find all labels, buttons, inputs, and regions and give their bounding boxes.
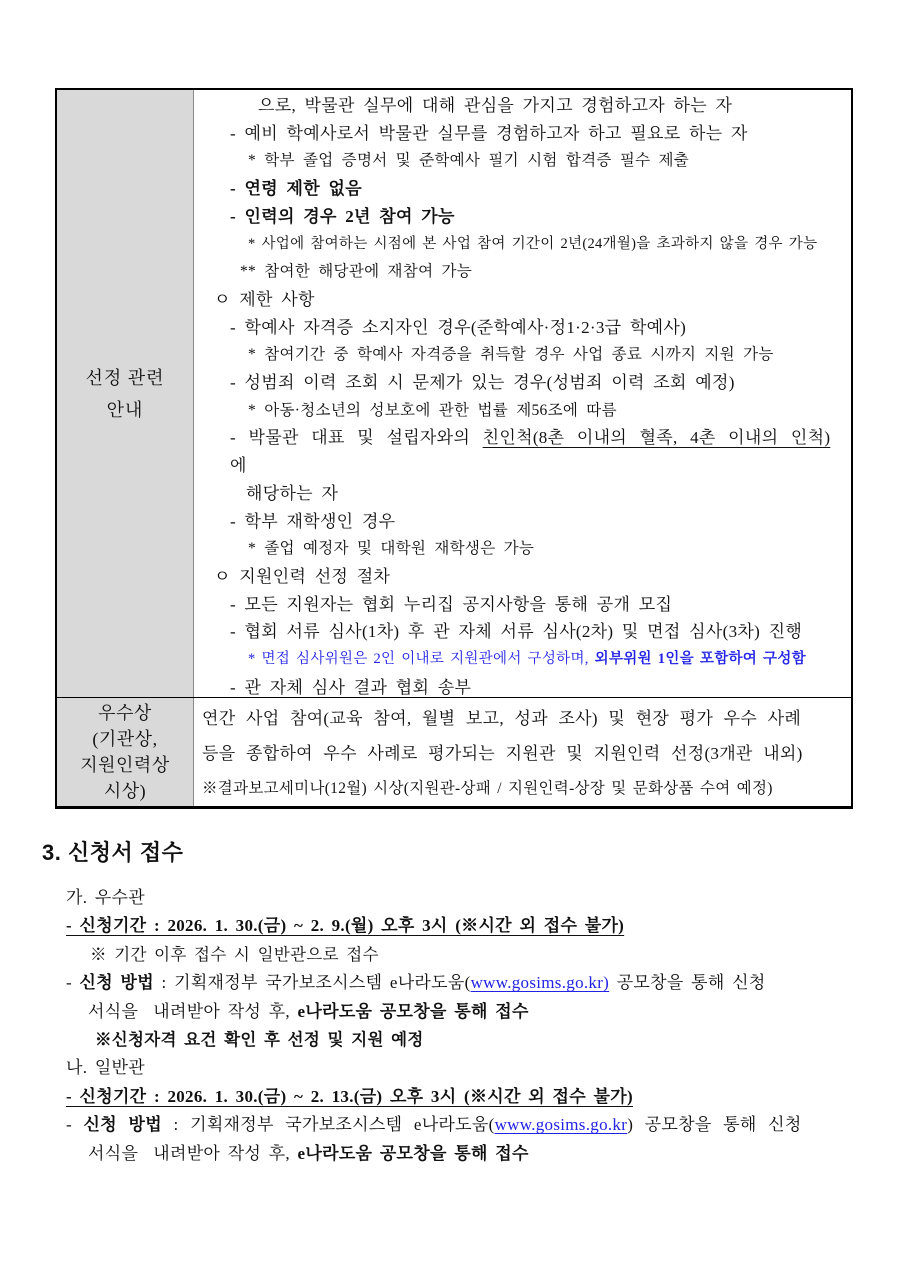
table-row-selection-guidance — [57, 90, 851, 697]
guidance-line: ㅇ 제한 사항 — [214, 289, 315, 309]
selection-guidance-content-cell — [194, 90, 851, 697]
na-application-method — [42, 1111, 870, 1139]
method-cont-regular: 서식을 내려받아 작성 후, — [88, 1001, 298, 1021]
guidance-line-interview-note — [202, 646, 847, 674]
header-line: 안내 — [106, 399, 144, 420]
method-label: 신청 방법 — [79, 973, 154, 993]
award-line: 등을 종합하여 우수 사례로 평가되는 지원관 및 지원인력 선정(3개관 내외) — [202, 744, 803, 763]
method-label: 신청 방법 — [83, 1115, 162, 1135]
guidance-line-relatives — [202, 424, 847, 479]
ga-application-method — [42, 969, 870, 997]
application-section — [42, 838, 870, 1168]
method-text: : 기획재정부 국가보조시스템 e나라도움( — [153, 973, 471, 993]
award-header-cell — [57, 698, 194, 806]
guidance-line: - 학예사 자격증 소지자인 경우(준학예사·정1·2·3급 학예사) — [230, 317, 687, 337]
header-line: 시상) — [103, 781, 147, 801]
award-content-cell — [194, 698, 851, 803]
method-cont-regular: 서식을 내려받아 작성 후, — [88, 1143, 298, 1163]
guidance-line: 해당하는 자 — [246, 483, 339, 503]
guidance-line: - 연령 제한 없음 — [230, 179, 362, 199]
relatives-prefix: - 박물관 대표 및 설립자와의 — [230, 428, 483, 448]
header-line: 지원인력상 — [80, 755, 170, 775]
ga-application-period: - 신청기간 : 2026. 1. 30.(금) ~ 2. 9.(월) 오후 3시 (※시간 외 접수 불가) — [66, 916, 625, 936]
guidance-line: - 인력의 경우 2년 참여 가능 — [230, 206, 455, 226]
table-row-award — [57, 697, 851, 806]
method-cont-bold: e나라도움 공모창을 통해 접수 — [297, 1143, 529, 1163]
header-line: 우수상 — [98, 703, 152, 723]
na-application-period: - 신청기간 : 2026. 1. 30.(금) ~ 2. 13.(금) 오후 3시 (※시간 외 접수 불가) — [66, 1086, 633, 1106]
guidance-line: ㅇ 지원인력 선정 절차 — [214, 566, 391, 586]
award-line-note: ※결과보고세미나(12월) 시상(지원관-상패 / 지원인력-상장 및 문화상품 수여 예정) — [202, 780, 773, 797]
method-text: : 기획재정부 국가보조시스템 e나라도움( — [161, 1115, 495, 1135]
guidance-line: ** 참여한 해당관에 재참여 가능 — [240, 263, 473, 281]
gosims-link[interactable]: www.gosims.go.kr — [494, 1115, 628, 1135]
method-dash: - — [66, 973, 80, 993]
guidance-line: * 참여기간 중 학예사 자격증을 취득할 경우 사업 종료 시까지 지원 가능 — [248, 346, 774, 364]
guidance-line: - 협회 서류 심사(1차) 후 관 자체 서류 심사(2차) 및 면접 심사(3차) 진행 — [230, 622, 803, 642]
method-dash: - — [66, 1115, 84, 1135]
ga-method-continuation — [42, 998, 870, 1026]
selection-guidance-header-cell — [57, 90, 194, 697]
guidance-line: * 사업에 참여하는 시점에 본 사업 참여 기간이 2년(24개월)을 초과하지 않을 경우 가능 — [248, 235, 818, 252]
method-tail: ) 공모창을 통해 신청 — [627, 1115, 802, 1135]
method-tail: 공모창을 통해 신청 — [609, 973, 766, 993]
relatives-underlined: 친인척(8촌 이내의 혈족, 4촌 이내의 인척) — [482, 428, 831, 448]
guidance-line: - 관 자체 심사 결과 협회 송부 — [230, 677, 472, 697]
ga-eligibility-note: ※신청자격 요건 확인 후 선정 및 지원 예정 — [95, 1030, 424, 1050]
subsection-ga-label: 가. 우수관 — [66, 888, 145, 907]
guidance-line: - 예비 학예사로서 박물관 실무를 경험하고자 하고 필요로 하는 자 — [230, 123, 748, 143]
guidance-line: * 아동·청소년의 성보호에 관한 법률 제56조에 따름 — [248, 401, 617, 419]
guidance-line: - 학부 재학생인 경우 — [230, 511, 396, 531]
subsection-na-label: 나. 일반관 — [66, 1058, 145, 1078]
na-method-continuation — [42, 1140, 870, 1168]
header-line: 선정 관련 — [85, 367, 165, 388]
guidance-line: 으로, 박물관 실무에 대해 관심을 가지고 경험하고자 하는 자 — [258, 96, 733, 115]
selection-info-table — [55, 88, 853, 809]
section-title: 3. 신청서 접수 — [42, 840, 184, 865]
guidance-line: - 성범죄 이력 조회 시 문제가 있는 경우(성범죄 이력 조회 예정) — [230, 373, 735, 393]
ga-period-note: ※ 기간 이후 접수 시 일반관으로 접수 — [90, 944, 379, 964]
method-cont-bold: e나라도움 공모창을 통해 접수 — [297, 1001, 529, 1021]
relatives-suffix: 에 — [230, 456, 247, 476]
interview-note-bold: 외부위원 1인을 포함하여 구성함 — [594, 651, 806, 668]
guidance-line: - 모든 지원자는 협회 누리집 공지사항을 통해 공개 모집 — [230, 594, 673, 614]
guidance-line: * 졸업 예정자 및 대학원 재학생은 가능 — [248, 540, 535, 558]
gosims-link[interactable]: www.gosims.go.kr) — [470, 973, 610, 993]
header-line: (기관상, — [92, 729, 158, 749]
award-line: 연간 사업 참여(교육 참여, 월별 보고, 성과 조사) 및 현장 평가 우수 사례 — [202, 709, 802, 728]
guidance-line: * 학부 졸업 증명서 및 준학예사 필기 시험 합격증 필수 제출 — [248, 152, 690, 170]
interview-note-regular: * 면접 심사위원은 2인 이내로 지원관에서 구성하며, — [248, 651, 595, 668]
